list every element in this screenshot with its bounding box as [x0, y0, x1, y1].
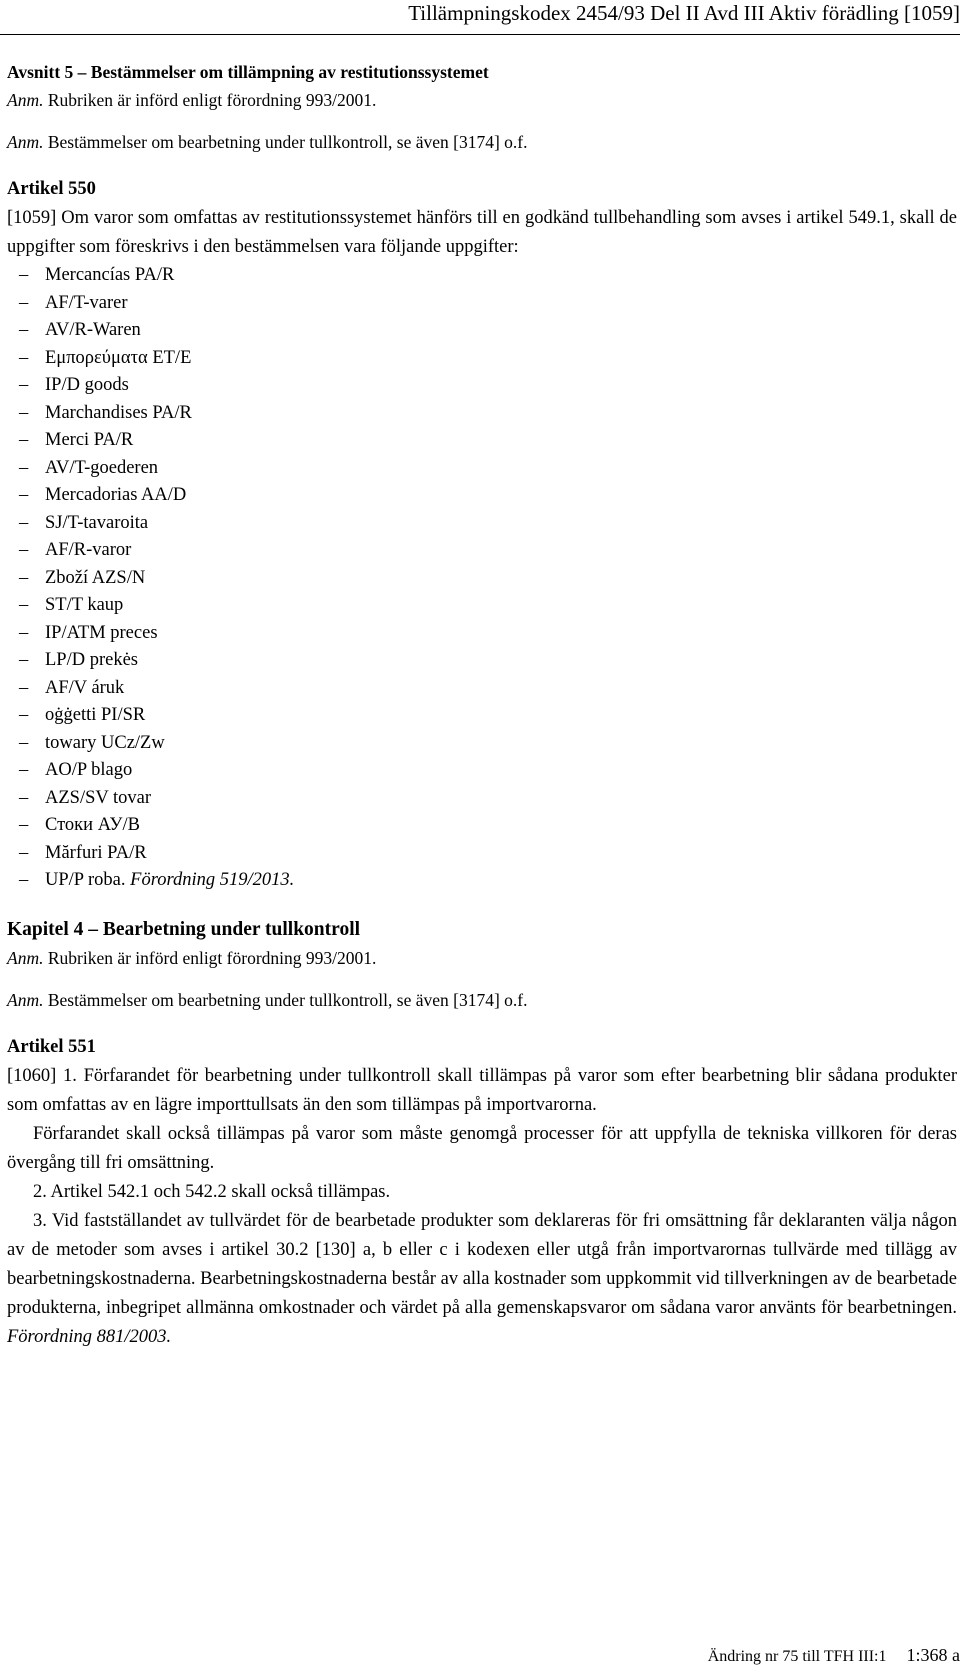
list-item: – AV/R-Waren — [19, 320, 141, 340]
note-text: Rubriken är införd enligt förordning 993/2001. — [43, 947, 377, 968]
list-item: – IP/ATM preces — [19, 622, 158, 643]
running-header: Tillämpningskodex 2454/93 Del II Avd III Aktiv förädling [1059] — [408, 1, 960, 25]
list-item: – Mărfuri PA/R — [19, 842, 147, 863]
list-item: – AZS/SV tovar — [19, 787, 152, 808]
change-number: Ändring nr 75 till TFH III:1 — [707, 1648, 887, 1665]
section-title: Avsnitt 5 – Bestämmelser om tillämpning av restitutionssystemet — [7, 62, 489, 82]
list-item: – AF/T-varer — [19, 292, 128, 313]
note-label: Anm. — [7, 90, 44, 110]
list-item: – Стоки АУ/В — [19, 815, 141, 835]
list-item: – LP/D prekės — [19, 650, 138, 670]
list-item: – UP/P roba. Förordning 519/2013. — [19, 870, 295, 890]
list-item: – Εμπορεύματα ET/E — [19, 347, 192, 368]
article-550-text: [1059] Om varor som omfattas av restitutionssystemet hänförs till en godkänd tullbehandling som avses i artikel 549.1, skall de uppgifter som föreskrivs i den bestämmelsen vara följande uppgifter: — [7, 208, 957, 257]
list-item: – AO/P blago — [19, 760, 133, 780]
list-item: – Mercadorias AA/D — [19, 485, 187, 505]
list-item: – AF/R-varor — [19, 540, 132, 560]
note-text: Rubriken är införd enligt förordning 993/2001. — [43, 90, 377, 110]
header-rule — [0, 34, 960, 35]
amendment-reference: Förordning 881/2003. — [7, 1326, 172, 1347]
list-item: – oġġetti PI/SR — [19, 705, 146, 725]
note-label: Anm. — [7, 132, 44, 152]
note-text: Bestämmelser om bearbetning under tullkontroll, se även [3174] o.f. — [43, 989, 528, 1010]
section-note-1 — [7, 86, 957, 115]
page-number: 1:368 a — [906, 1645, 960, 1665]
list-item: – Merci PA/R — [19, 430, 134, 450]
note-label: Anm. — [7, 989, 44, 1010]
list-item: – Marchandises PA/R — [19, 402, 192, 423]
list-item: – towary UCz/Zw — [19, 732, 165, 753]
article-551-paragraph-3: 2. Artikel 542.1 och 542.2 skall också tillämpas. — [33, 1181, 391, 1202]
document-body — [7, 58, 957, 1352]
amendment-reference: Förordning 519/2013. — [125, 870, 295, 890]
list-item: – AV/T-goederen — [19, 457, 159, 478]
list-item: – Zboží AZS/N — [19, 567, 146, 588]
list-item: – Mercancías PA/R — [19, 265, 175, 285]
article-551-paragraph-1: [1060] 1. Förfarandet för bearbetning under tullkontroll skall tillämpas på varor som efter bearbetning blir sådana produkter som omfattas av en lägre importtullsats än den som tillämpas på importvarorna. — [7, 1065, 957, 1115]
article-550-title: Artikel 550 — [7, 179, 96, 199]
list-item: – SJ/T-tavaroita — [19, 512, 149, 533]
chapter-note-1 — [7, 944, 957, 973]
chapter-title: Kapitel 4 – Bearbetning under tullkontroll — [7, 918, 361, 940]
list-item: – AF/V áruk — [19, 677, 125, 698]
page-footer — [0, 1643, 960, 1669]
chapter-note-2 — [7, 986, 957, 1015]
list-item: – IP/D goods — [19, 375, 129, 395]
article-551-title: Artikel 551 — [7, 1036, 96, 1057]
goods-designation-list — [7, 262, 957, 895]
article-551-paragraph-4: 3. Vid fastställandet av tullvärdet för de bearbetade produkter som deklareras för fri omsättning får deklaranten välja någon av de metoder som avses i artikel 30.2 [130] a, b eller c i kodexen eller utgå från importvarornas tullvärde med tillägg av bearbetningskostnaderna. Bearbetningskostnaderna består av alla kostnader som uppkommit vid tillverkningen av de bearbetade produkterna, inbegripet allmänna omkostnader och värdet på alla gemenskapsvaror om sådana varor använts för bearbetningen. Förordning 881/2003. — [7, 1210, 957, 1347]
list-item: – ST/T kaup — [19, 595, 124, 615]
note-label: Anm. — [7, 947, 44, 968]
article-551-paragraph-2: Förfarandet skall också tillämpas på varor som måste genomgå processer för att uppfylla de tekniska villkoren för deras övergång till fri omsättning. — [7, 1123, 957, 1173]
section-note-2 — [7, 128, 957, 157]
note-text: Bestämmelser om bearbetning under tullkontroll, se även [3174] o.f. — [43, 132, 528, 152]
